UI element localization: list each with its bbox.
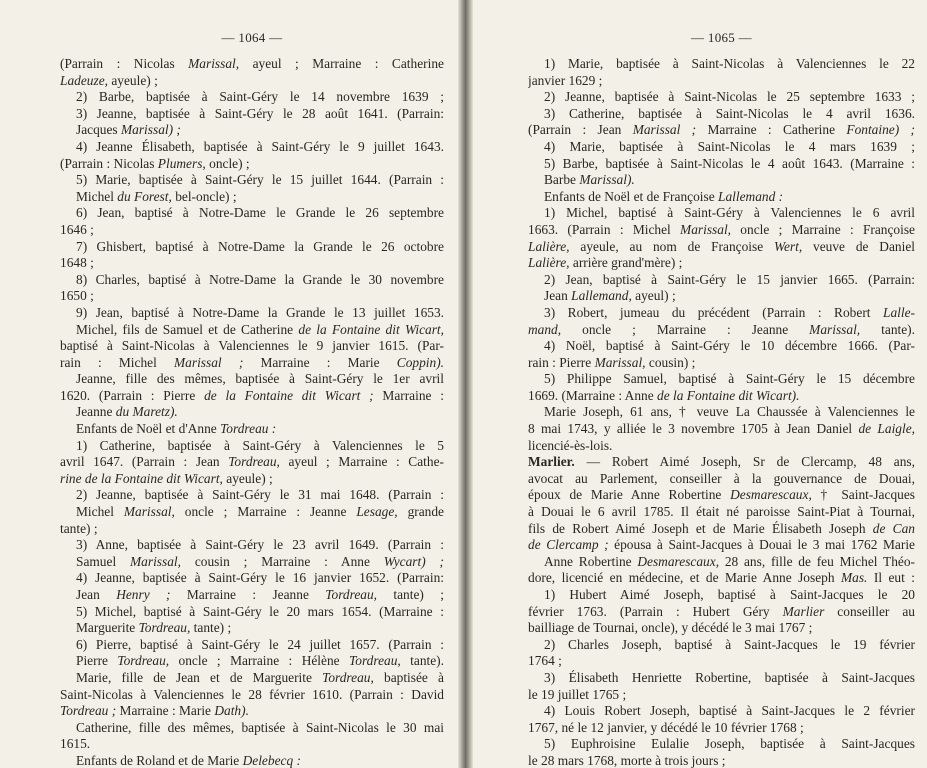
text-segment: Enfants de Noël et de Françoise — [544, 188, 719, 204]
text-segment: 8 mai 1743, y alliée le 3 novembre 1705 à Jean Daniel — [528, 421, 859, 437]
page-text — [528, 56, 915, 768]
text-segment: Marissal, — [130, 553, 181, 569]
text-segment: 1646 ; — [60, 221, 94, 237]
text-line — [60, 156, 444, 173]
text-segment: Il eut : — [867, 570, 915, 586]
text-line — [60, 239, 444, 256]
text-segment: 5) Marie, baptisée à Saint-Géry le 15 juillet 1644. (Parrain : — [76, 172, 444, 188]
text-segment: Marissal, — [809, 321, 861, 337]
text-segment: tante). — [400, 653, 444, 669]
text-line — [60, 554, 444, 571]
text-segment: Tordreau, — [325, 587, 377, 602]
text-line — [528, 687, 915, 704]
text-segment: avocat au Parlement, conseiller à la gouvernance de Douai, — [528, 470, 915, 486]
text-line — [528, 637, 915, 654]
text-line — [528, 89, 915, 106]
text-line — [528, 388, 915, 405]
page-text — [60, 56, 444, 768]
text-line — [60, 521, 444, 538]
text-segment: Marraine : Catherine — [696, 122, 847, 138]
text-segment: (Parrain : Jean — [528, 122, 633, 138]
text-segment: 1648 ; — [60, 255, 94, 271]
text-segment: 5) Barbe, baptisée à Saint-Nicolas le 4 août 1643. (Marraine : — [544, 155, 915, 171]
text-line — [60, 653, 444, 670]
text-segment: 3) Catherine, baptisée à Saint-Nicolas le 4 avril 1636. — [544, 105, 915, 121]
text-line — [60, 703, 444, 720]
text-segment: Tordreau, — [228, 454, 280, 470]
text-line — [528, 604, 915, 621]
text-line — [528, 653, 915, 670]
text-segment: janvier 1629 ; — [528, 72, 603, 88]
text-segment: Jean — [76, 587, 117, 602]
text-line — [528, 139, 915, 156]
text-segment: Lalière, — [528, 255, 570, 271]
text-line — [60, 172, 444, 189]
text-line — [60, 537, 444, 554]
text-line — [60, 371, 444, 388]
right-page — [473, 0, 927, 768]
text-line — [60, 736, 444, 753]
text-segment: (Parrain : Nicolas — [60, 56, 189, 71]
text-line — [528, 670, 915, 687]
text-line — [528, 620, 915, 637]
text-segment: Wycart) ; — [383, 553, 444, 569]
text-line — [60, 388, 444, 405]
text-segment: Barbe — [544, 172, 580, 188]
text-line — [60, 604, 444, 621]
text-segment: Marie, fille de Jean et de Marguerite — [76, 669, 323, 685]
text-segment: Marlier — [782, 603, 825, 619]
text-segment: 8) Charles, baptisé à Notre-Dame la Grande le 30 novembre — [76, 271, 444, 287]
text-segment: Fontaine) ; — [846, 122, 915, 138]
text-segment: Ladeuze, — [60, 72, 108, 88]
text-segment: de la Fontaine dit Wicart ; — [204, 387, 374, 403]
text-segment: de la Fontaine dit Wicart, — [298, 321, 444, 337]
text-segment: 9) Jean, baptisé à Notre-Dame la Grande le 13 juillet 1653. — [76, 304, 444, 320]
text-segment: de Laigle, — [858, 421, 915, 437]
text-segment: Dath). — [214, 703, 249, 719]
text-segment: Marraine : Marie — [116, 703, 215, 719]
text-line — [60, 504, 444, 521]
text-segment: Michel — [76, 504, 124, 520]
text-segment: Marissal, — [594, 354, 646, 370]
text-segment: Tordreau, — [349, 653, 401, 669]
text-segment: Marissal, — [188, 56, 240, 71]
text-segment: bel-oncle) ; — [171, 188, 237, 204]
text-segment: Lalière, — [528, 238, 570, 254]
text-segment: bailliage de Tournai, oncle), y décédé le 3 mai 1767 ; — [528, 620, 813, 636]
text-line — [528, 122, 915, 139]
text-segment: 2) Jeanne, baptisée à Saint-Géry le 31 mai 1648. (Parrain : — [76, 487, 444, 503]
text-segment: ayeul) ; — [631, 288, 676, 304]
text-segment: Jean — [544, 288, 572, 304]
text-segment: cousin ; Marraine : Anne — [180, 553, 384, 569]
text-line — [528, 587, 915, 604]
text-segment: 1) Michel, baptisé à Saint-Géry à Valenciennes le 6 avril — [544, 205, 915, 221]
text-line — [528, 521, 915, 538]
text-line — [60, 89, 444, 106]
text-segment: — Robert Aimé Joseph, Sr de Clercamp, 48 ans, — [574, 454, 915, 470]
text-line — [60, 637, 444, 654]
text-line — [60, 338, 444, 355]
text-line — [528, 703, 915, 720]
text-line — [528, 371, 915, 388]
left-page — [0, 0, 458, 768]
text-line — [528, 421, 915, 438]
text-segment: rain : Pierre — [528, 354, 595, 370]
text-segment: Enfants de Noël et d'Anne — [76, 421, 221, 437]
text-segment: de Clercamp ; — [528, 537, 609, 553]
text-segment: baptisée à — [373, 669, 444, 685]
text-line — [60, 122, 444, 139]
text-segment: Enfants de Roland et de Marie — [76, 752, 243, 768]
text-segment: Lallemand, — [571, 288, 632, 304]
text-segment: licencié-ès-lois. — [528, 437, 613, 453]
text-segment: arrière grand'mère) ; — [569, 255, 683, 271]
text-segment: le 19 juillet 1765 ; — [528, 686, 627, 702]
text-line — [528, 438, 915, 455]
text-line — [528, 255, 915, 272]
text-segment: fils de Robert Aimé Joseph et de Marie Élisabeth Joseph — [528, 520, 873, 536]
text-line — [528, 322, 915, 339]
text-segment: Lallemand : — [718, 188, 784, 204]
text-line — [528, 106, 915, 123]
text-line — [528, 570, 915, 587]
text-line — [528, 56, 915, 73]
text-segment: ayeule) ; — [222, 470, 273, 486]
text-segment: 1669. (Marraine : Anne — [528, 387, 658, 403]
text-segment: 2) Barbe, baptisée à Saint-Géry le 14 novembre 1639 ; — [76, 89, 444, 105]
text-segment: grande — [397, 504, 444, 520]
text-line — [60, 222, 444, 239]
text-line — [528, 305, 915, 322]
text-segment: avril 1647. (Parrain : Jean — [60, 454, 229, 470]
text-segment: épousa à Saint-Jacques à Douai le 3 mai 1762 Marie — [608, 537, 915, 553]
text-segment: de la Fontaine dit Wicart). — [657, 387, 800, 403]
text-segment: du Forest, — [117, 188, 172, 204]
text-segment: 3) Robert, jumeau du précédent (Parrain : Robert — [544, 304, 883, 320]
text-segment: Pierre — [76, 653, 118, 669]
text-segment: ayeul ; Marraine : Cathe- — [279, 454, 444, 470]
text-line — [60, 305, 444, 322]
text-segment: oncle ; Marraine : Jeanne — [561, 321, 810, 337]
text-segment: 3) Jeanne, baptisée à Saint-Géry le 28 août 1641. (Parrain: — [76, 105, 444, 121]
text-segment: Marissal, — [123, 504, 175, 520]
text-line — [60, 487, 444, 504]
text-line — [60, 438, 444, 455]
text-line — [528, 288, 915, 305]
text-segment: 1) Hubert Aimé Joseph, baptisé à Saint-Jacques le 20 — [544, 587, 915, 602]
text-line — [528, 73, 915, 90]
text-line — [60, 355, 444, 372]
text-segment: 1764 ; — [528, 653, 562, 669]
text-segment: 1620. (Parrain : Pierre — [60, 387, 205, 403]
text-segment: du Maretz). — [115, 404, 178, 420]
text-segment: 1650 ; — [60, 288, 94, 304]
book-gutter — [458, 0, 473, 768]
page-number: — 1064 — — [221, 30, 283, 45]
text-line — [528, 554, 915, 571]
text-line — [60, 205, 444, 222]
text-segment: 4) Jeanne Élisabeth, baptisée à Saint-Géry le 9 juillet 1643. — [76, 138, 444, 154]
text-line — [60, 56, 444, 73]
text-segment: 3) Élisabeth Henriette Robertine, baptisée à Saint-Jacques — [544, 669, 915, 685]
text-segment: Lesage, — [356, 504, 398, 520]
text-segment: Jeanne, fille des mêmes, baptisée à Saint-Géry le 1er avril — [76, 371, 444, 387]
text-line — [60, 570, 444, 587]
text-line — [60, 139, 444, 156]
text-segment: Tordreau, — [117, 653, 170, 669]
text-segment: Plumers, — [157, 155, 206, 171]
text-segment: Henry ; — [116, 587, 171, 602]
text-line — [528, 736, 915, 753]
text-segment: dore, licencié en médecine, et de Marie Anne Joseph — [528, 570, 841, 586]
text-line — [60, 322, 444, 339]
text-segment: Marissal ; — [174, 354, 244, 370]
text-segment: Marissal, — [680, 221, 732, 237]
text-segment: † Saint-Jacques — [811, 487, 915, 503]
text-segment: tante). — [860, 321, 915, 337]
text-segment: Jeanne — [76, 404, 116, 420]
text-segment: 1663. (Parrain : Michel — [528, 221, 681, 237]
text-segment: Lalle- — [883, 304, 915, 320]
text-line — [528, 537, 915, 554]
text-segment: Marissal ; — [632, 122, 697, 138]
text-segment: époux de Marie Anne Robertine — [528, 487, 731, 503]
text-line — [60, 471, 444, 488]
text-segment: 1) Catherine, baptisée à Saint-Géry à Valenciennes le 5 — [76, 437, 444, 453]
text-segment: Tordreau : — [220, 421, 277, 437]
text-segment: Marlier. — [528, 454, 575, 470]
text-line — [528, 205, 915, 222]
text-line — [528, 404, 915, 421]
text-line — [528, 504, 915, 521]
text-segment: 5) Euphroisine Eulalie Joseph, baptisée à Saint-Jacques — [544, 736, 915, 752]
text-segment: 1615. — [60, 736, 91, 752]
text-segment: Michel, fils de Samuel et de Catherine — [76, 321, 299, 337]
text-line — [60, 687, 444, 704]
text-segment: Anne Robertine — [544, 553, 638, 569]
text-segment: Desmarescaux, — [730, 487, 812, 503]
text-segment: 3) Anne, baptisée à Saint-Géry le 23 avril 1649. (Parrain : — [76, 537, 444, 553]
text-segment: 6) Jean, baptisé à Notre-Dame le Grande le 26 septembre — [76, 205, 444, 221]
text-line — [60, 272, 444, 289]
text-segment: Marissal). — [579, 172, 635, 188]
text-segment: Marraine : — [373, 387, 444, 403]
text-segment: ayeul ; Marraine : Catherine — [239, 56, 444, 71]
text-line — [528, 222, 915, 239]
text-line — [60, 189, 444, 206]
text-line — [60, 670, 444, 687]
text-segment: Michel — [76, 188, 118, 204]
text-segment: Samuel — [76, 553, 131, 569]
text-line — [528, 753, 915, 768]
text-segment: 4) Jeanne, baptisée à Saint-Géry le 16 janvier 1652. (Parrain: — [76, 570, 444, 586]
text-line — [60, 454, 444, 471]
text-segment: oncle ; Marraine : Françoise — [731, 221, 915, 237]
text-segment: veuve de Daniel — [802, 238, 915, 254]
text-segment: mand, — [528, 321, 562, 337]
text-segment: rain : Michel — [60, 354, 175, 370]
text-segment: Marraine : Jeanne — [170, 587, 326, 602]
text-line — [528, 172, 915, 189]
text-line — [528, 720, 915, 737]
text-line — [60, 255, 444, 272]
text-segment: Marguerite — [76, 620, 139, 636]
text-line — [60, 587, 444, 604]
text-segment: 7) Ghisbert, baptisé à Notre-Dame la Grande le 26 octobre — [76, 238, 444, 254]
text-segment: Desmarescaux, — [637, 553, 720, 569]
text-segment: ayeule, au nom de Françoise — [569, 238, 775, 254]
text-segment: (Parrain : Nicolas — [60, 155, 158, 171]
text-segment: Tordreau ; — [60, 703, 117, 719]
text-segment: rine de la Fontaine dit Wicart, — [60, 470, 223, 486]
text-segment: Jacques — [76, 122, 121, 138]
text-segment: Marie Joseph, 61 ans, † veuve La Chaussée à Valenciennes le — [544, 404, 915, 420]
text-line — [60, 288, 444, 305]
text-segment: 2) Jean, baptisé à Saint-Géry le 15 janvier 1665. (Parrain: — [544, 271, 915, 287]
text-line — [60, 404, 444, 421]
text-segment: Catherine, fille des mêmes, baptisée à Saint-Nicolas le 30 mai — [76, 719, 444, 735]
text-line — [528, 355, 915, 372]
text-line — [528, 156, 915, 173]
text-segment: 5) Michel, baptisé à Saint-Géry le 20 mars 1654. (Marraine : — [76, 603, 444, 619]
text-segment: oncle) ; — [205, 155, 250, 171]
text-segment: Tordreau, — [138, 620, 191, 636]
text-segment: Saint-Nicolas à Valenciennes le 28 février 1610. (Parrain : David — [60, 686, 444, 702]
text-line — [528, 239, 915, 256]
text-segment: oncle ; Marraine : Hélène — [169, 653, 350, 669]
text-segment: tante) ; — [60, 520, 98, 536]
text-line — [528, 338, 915, 355]
text-line — [528, 471, 915, 488]
text-line — [60, 620, 444, 637]
text-line — [60, 720, 444, 737]
text-segment: 4) Louis Robert Joseph, baptisé à Saint-Jacques le 2 février — [544, 703, 915, 719]
text-line — [60, 73, 444, 90]
text-segment: 2) Charles Joseph, baptisé à Saint-Jacques le 19 février — [544, 636, 915, 652]
text-segment: baptisé à Saint-Nicolas à Valenciennes le 9 janvier 1615. (Par- — [60, 338, 444, 354]
text-segment: de Can — [872, 520, 915, 536]
text-segment: conseiller au — [824, 603, 915, 619]
text-segment: Mas. — [841, 570, 868, 586]
page-number: — 1065 — — [691, 30, 752, 45]
text-line — [60, 753, 444, 768]
text-line — [528, 454, 915, 471]
text-segment: 4) Marie, baptisée à Saint-Nicolas le 4 mars 1639 ; — [544, 138, 915, 154]
text-segment: tante) ; — [377, 587, 444, 602]
text-segment: 6) Pierre, baptisé à Saint-Géry le 24 juillet 1657. (Parrain : — [76, 636, 444, 652]
text-segment: 1) Marie, baptisée à Saint-Nicolas à Valenciennes le 22 — [544, 56, 915, 71]
text-segment: oncle ; Marraine : Jeanne — [174, 504, 357, 520]
text-segment: 2) Jeanne, baptisée à Saint-Nicolas le 25 septembre 1633 ; — [544, 89, 915, 105]
text-line — [528, 487, 915, 504]
text-segment: 5) Philippe Samuel, baptisé à Saint-Géry le 15 décembre — [544, 371, 915, 387]
text-line — [60, 421, 444, 438]
text-segment: Marissal) ; — [121, 122, 181, 138]
text-segment: Delebecq : — [242, 752, 301, 768]
text-segment: ayeule) ; — [107, 72, 158, 88]
text-segment: à Douai le 6 avril 1785. Il était né paroisse Saint-Piat à Tournai, — [528, 504, 915, 520]
text-line — [528, 189, 915, 206]
text-segment: Coppin). — [396, 354, 444, 370]
text-segment: Wert, — [774, 238, 803, 254]
text-line — [60, 106, 444, 123]
text-segment: 4) Noël, baptisé à Saint-Géry le 10 décembre 1666. (Par- — [544, 338, 915, 354]
text-segment: cousin) ; — [645, 354, 696, 370]
text-segment: tante) ; — [190, 620, 232, 636]
text-line — [528, 272, 915, 289]
text-segment: 1767, né le 12 janvier, y décédé le 10 février 1768 ; — [528, 719, 804, 735]
text-segment: Marraine : Marie — [243, 354, 397, 370]
text-segment: Tordreau, — [322, 669, 374, 685]
text-segment: le 28 mars 1768, morte à trois jours ; — [528, 752, 726, 768]
text-segment: février 1763. (Parrain : Hubert Géry — [528, 603, 783, 619]
text-segment: 28 ans, fille de feu Michel Théo- — [719, 553, 915, 569]
